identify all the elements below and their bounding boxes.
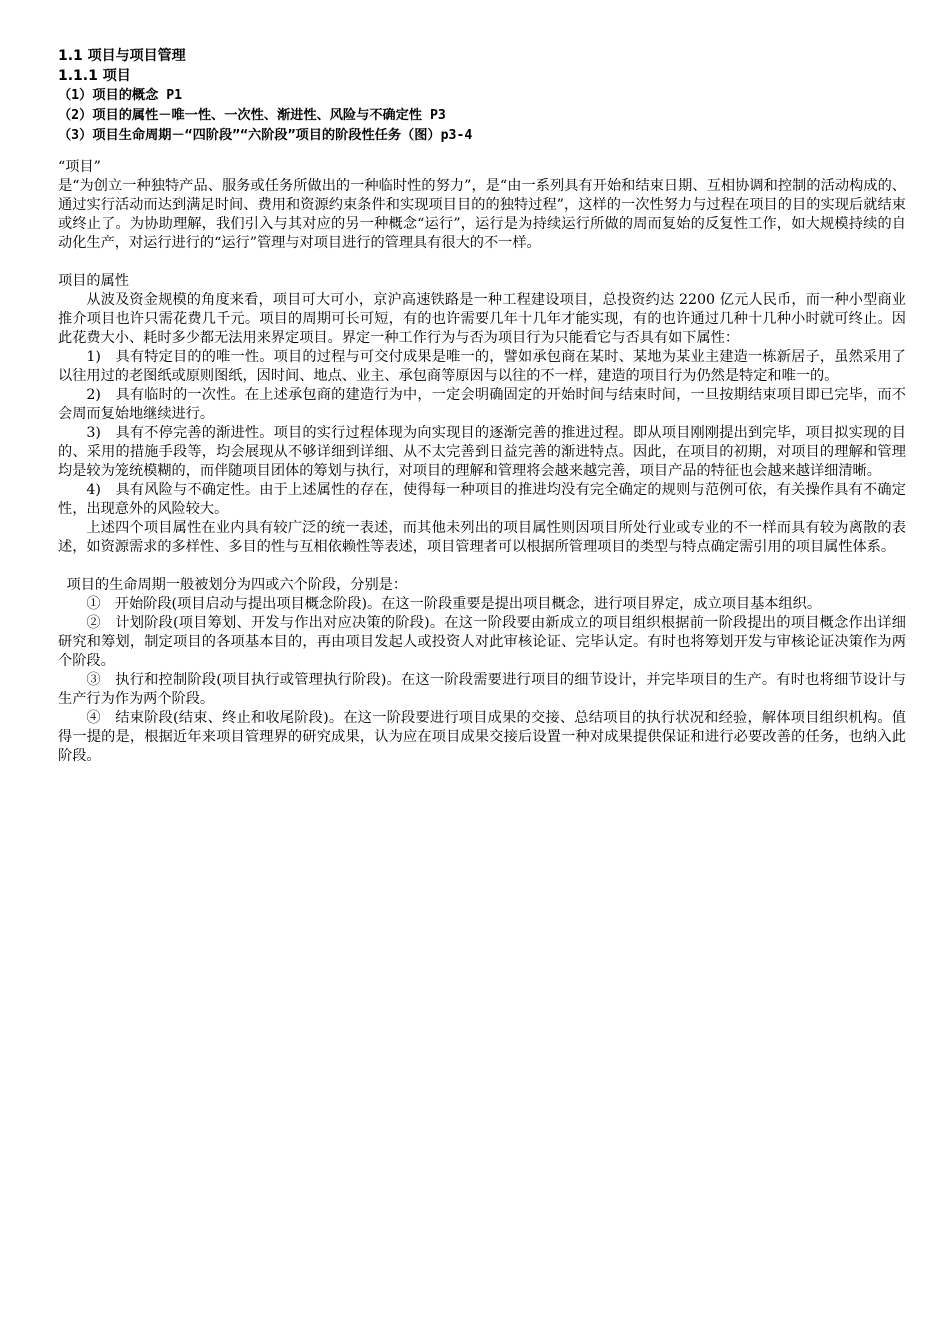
concept-paragraph: 是“为创立一种独特产品、服务或任务所做出的一种临时性的努力”，是“由一系列具有开始和结束日期、互相协调和控制的活动构成的、通过实行活动而达到满足时间、费用和资源约束条件和实现项目目的的独特过程”，这样的一次性努力与过程在项目的目的实现后就结束或终止了。为协助理解，我们引入与其对应的另一种概念“运行”，运行是为持续运行所做的周而复始的反复性工作，如大规模持续的自动化生产，对运行进行的“运行”管理与对项目进行的管理具有很大的不一样。 — [58, 178, 906, 251]
heading-1: 1.1 项目与项目管理 — [58, 48, 186, 64]
concept-label: “项目” — [58, 159, 101, 175]
lifecycle-phase-4: ④ 结束阶段(结束、终止和收尾阶段)。在这一阶段要进行项目成果的交接、总结项目的执行状况和经验，解体项目组织机构。值得一提的是，根据近年来项目管理界的研究成果，认为应在项目成果交接后设置一种对成果提供保证和进行必要改善的任务，也纳入此阶段。 — [58, 710, 906, 764]
lifecycle-intro: 项目的生命周期一般被划分为四或六个阶段，分别是： — [66, 577, 408, 593]
attributes-closing: 上述四个项目属性在业内具有较广泛的统一表述，而其他未列出的项目属性则因项目所处行业或专业的不一样而具有较为离散的表述，如资源需求的多样性、多目的性与互相依赖性等表述，项目管理者可以根据所管理项目的类型与特点确定需引用的项目属性体系。 — [58, 520, 906, 555]
attribute-item-4: 4) 具有风险与不确定性。由于上述属性的存在，使得每一种项目的推进均没有完全确定的规则与范例可依，有关操作具有不确定性，出现意外的风险较大。 — [58, 482, 906, 517]
lifecycle-phase-2: ② 计划阶段(项目筹划、开发与作出对应决策的阶段)。在这一阶段要由新成立的项目组织根据前一阶段提出的项目概念作出详细研究和筹划，制定项目的各项基本目的，再由项目发起人或投资人对此审核论证、完毕认定。有时也将筹划开发与审核论证决策作为两个阶段。 — [58, 615, 906, 669]
heading-item-1: （1）项目的概念 P1 — [58, 88, 183, 103]
heading-2: 1.1.1 项目 — [58, 68, 131, 84]
attributes-intro: 从波及资金规模的角度来看，项目可大可小，京沪高速铁路是一种工程建设项目，总投资约达 2200 亿元人民币，而一种小型商业推介项目也许只需花费几千元。项目的周期可长可短，有的也许需要几年十几年才能实现，有的也许通过几种十几种小时就可终止。因此花费大小、耗时多少都无法用来界定项目。界定一种工作行为与否为项目行为只能看它与否具有如下属性： — [58, 292, 906, 346]
document-page — [58, 46, 906, 766]
heading-item-2: （2）项目的属性－唯一性、一次性、渐进性、风险与不确定性 P3 — [58, 108, 446, 123]
lifecycle-phase-3: ③ 执行和控制阶段(项目执行或管理执行阶段)。在这一阶段需要进行项目的细节设计，并完毕项目的生产。有时也将细节设计与生产行为作为两个阶段。 — [58, 672, 906, 707]
heading-item-3: （3）项目生命周期－“四阶段”“六阶段”项目的阶段性任务（图）p3-4 — [58, 128, 473, 143]
attribute-item-1: 1) 具有特定目的的唯一性。项目的过程与可交付成果是唯一的，譬如承包商在某时、某地为某业主建造一栋新居子，虽然采用了以往用过的老图纸或原则图纸，因时间、地点、业主、承包商等原因与以往的不一样，建造的项目行为仍然是特定和唯一的。 — [58, 349, 906, 384]
attribute-item-3: 3) 具有不停完善的渐进性。项目的实行过程体现为向实现目的逐渐完善的推进过程。即从项目刚刚提出到完毕，项目拟实现的目的、采用的措施手段等，均会展现从不够详细到详细、从不太完善到日益完善的渐进特点。因此，在项目的初期，对项目的理解和管理均是较为笼统模糊的，而伴随项目团体的筹划与执行，对项目的理解和管理将会越来越完善，项目产品的特征也会越来越详细清晰。 — [58, 425, 906, 479]
lifecycle-phase-1: ① 开始阶段(项目启动与提出项目概念阶段)。在这一阶段重要是提出项目概念，进行项目界定，成立项目基本组织。 — [86, 596, 822, 612]
attribute-item-2: 2) 具有临时的一次性。在上述承包商的建造行为中，一定会明确固定的开始时间与结束时间，一旦按期结束项目即已完毕，而不会周而复始地继续进行。 — [58, 387, 906, 422]
attributes-title: 项目的属性 — [58, 273, 129, 289]
